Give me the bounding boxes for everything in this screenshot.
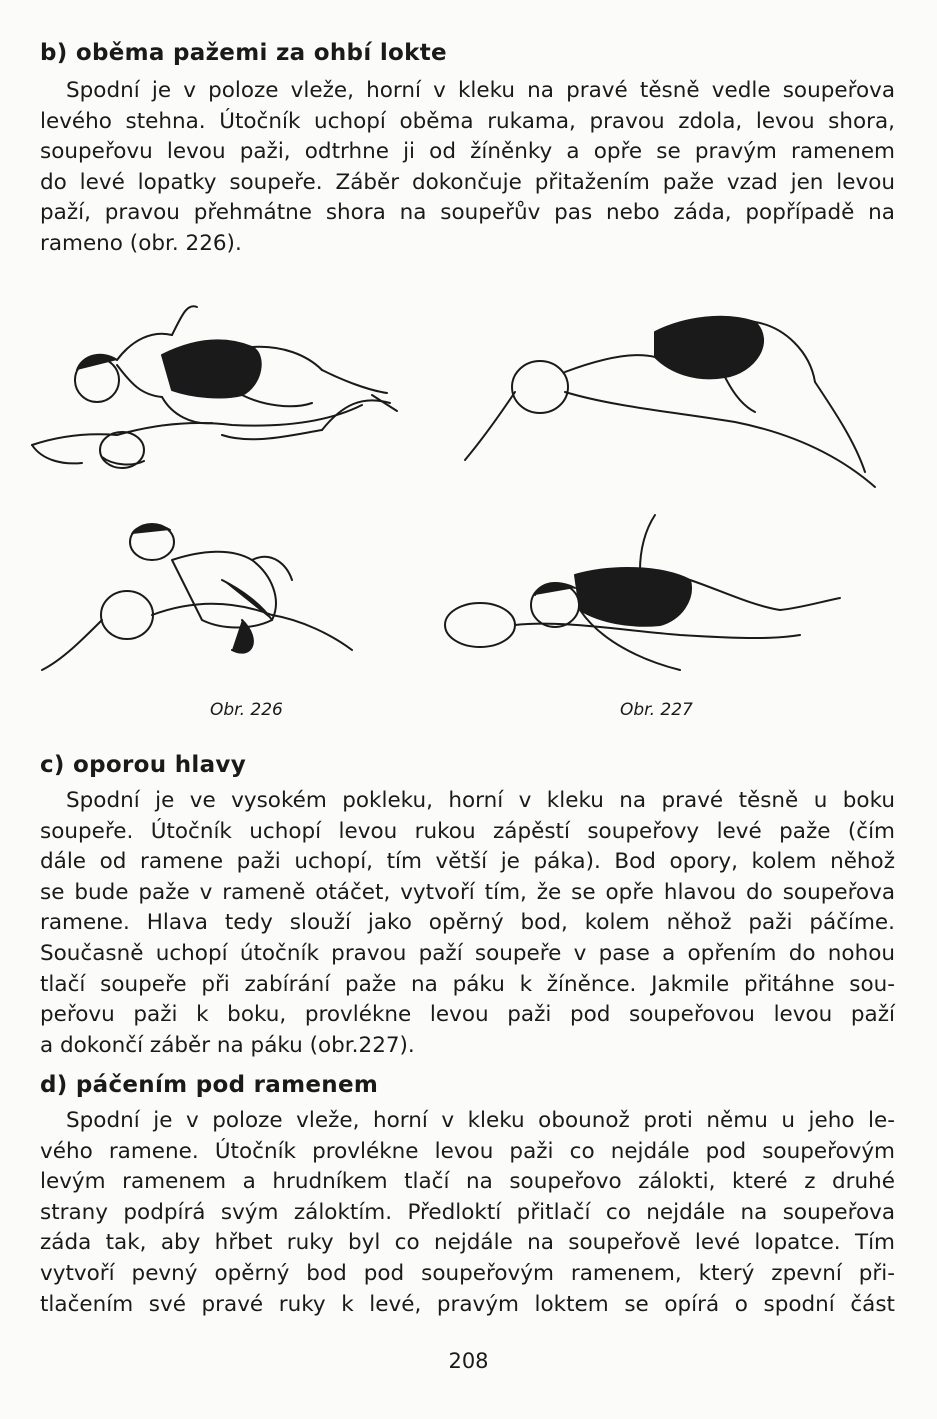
text-line: ramene. Hlava tedy slouží jako opěrný bod, kolem něhož paži páčíme. (40, 910, 895, 936)
text-line: vého ramene. Útočník provlékne levou paži co nejdále pod soupeřovým (40, 1138, 895, 1164)
figure-caption-227: Obr. 227 (620, 700, 693, 720)
text-line: peřovu paži k boku, provlékne levou paži pod soupeřovou levou paží (40, 1002, 895, 1028)
text-line: vytvoří pevný opěrný bod pod soupeřovým ramenem, který zpevní při- (40, 1260, 895, 1286)
wrestling-illustration-227-bottom (440, 510, 850, 695)
section-paragraph-b (40, 76, 895, 260)
text-line: Spodní je v poloze vleže, horní v kleku na pravé těsně vedle soupeřova (66, 78, 895, 103)
text-line: a dokončí záběr na páku (obr.227). (40, 1032, 415, 1058)
figure-caption-226: Obr. 226 (210, 700, 283, 720)
text-line: Spodní je v poloze vleže, horní v kleku obounož proti němu u jeho le- (66, 1108, 895, 1133)
text-line: strany podpírá svým záloktím. Předloktí přitlačí co nejdále na soupeřova (40, 1199, 895, 1225)
text-line: levého stehna. Útočník uchopí oběma rukama, pravou zdola, levou shora, (40, 108, 895, 134)
text-line: soupeřovu levou paži, odtrhne ji od žíněnky a opře se pravým ramenem (40, 139, 895, 165)
text-line: Současně uchopí útočník pravou paží soupeře v pase a opřením do nohou (40, 940, 895, 966)
text-line: do levé lopatky soupeře. Záběr dokončuje přitažením paže vzad jen levou (40, 169, 895, 195)
text-line: tlačí soupeře při zabírání paže na páku k žíněnce. Jakmile přitáhne sou- (40, 971, 895, 997)
text-line: dále od ramene paži uchopí, tím větší je páka). Bod opory, kolem něhož (40, 849, 895, 875)
section-paragraph-d (40, 1106, 895, 1320)
wrestling-illustration-226-top (22, 285, 412, 485)
text-line: rameno (obr. 226). (40, 230, 242, 256)
text-line: tlačením své pravé ruky k levé, pravým loktem se opírá o spodní část (40, 1291, 895, 1317)
text-line: Spodní je ve vysokém poklеku, horní v kleku na pravé těsně u boku (66, 788, 895, 813)
text-line: soupeře. Útočník uchopí levou rukou zápěstí soupeřovy levé paže (čím (40, 818, 895, 844)
page-number: 208 (448, 1349, 489, 1373)
section-heading-c: c) oporou hlavy (40, 752, 247, 778)
section-heading-d: d) páčením pod ramenem (40, 1072, 379, 1098)
text-line: záda tak, aby hřbet ruky byl co nejdále na soupeřově levé lopatce. Tím (40, 1230, 895, 1256)
wrestling-illustration-227-top (455, 312, 895, 497)
text-line: paží, pravou přehmátne shora na soupeřův pas nebo záda, popřípadě na (40, 200, 895, 226)
text-line: se bude paže v rameně otáčet, vytvoří tím, že se opře hlavou do soupeřova (40, 879, 895, 905)
section-paragraph-c (40, 786, 895, 1061)
section-heading-b: b) oběma pažemi za ohbí lokte (40, 40, 447, 66)
wrestling-illustration-226-bottom (32, 520, 372, 690)
text-line: levým ramenem a hrudníkem tlačí na soupeřovo zálokti, které z druhé (40, 1169, 895, 1195)
